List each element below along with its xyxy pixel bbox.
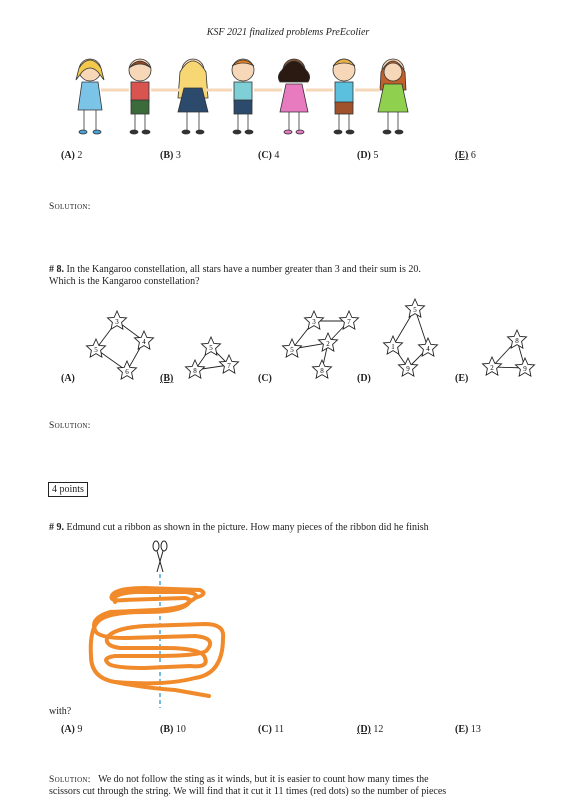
q8-option-c: (C) (258, 373, 272, 384)
q9-question-continued: with? (49, 706, 72, 717)
children-holding-hands-illustration (68, 50, 418, 140)
q9-answer-b: (B) 10 (160, 724, 186, 735)
q8-option-b: (B) (160, 373, 174, 384)
star-b-2: 8 (193, 367, 197, 375)
star-c-2: 7 (347, 318, 351, 326)
star-a-3: 5 (94, 346, 98, 354)
q7-answer-d: (D) 5 (357, 150, 379, 161)
q8-option-a: (A) (61, 373, 75, 384)
q8-question: # 8. In the Kangaroo constellation, all stars have a number greater than 3 and their sum is 20. Which is the Kangaroo constellation? (49, 264, 421, 287)
star-b-3: 7 (227, 362, 231, 370)
star-a-1: 3 (115, 318, 119, 326)
star-c-3: 2 (326, 340, 330, 348)
ribbon (91, 588, 223, 683)
q8-option-e: (E) (455, 373, 469, 384)
star-e-1: 8 (515, 337, 519, 345)
star-d-2: 1 (391, 343, 395, 351)
star-d-1: 5 (413, 306, 417, 314)
star-c-1: 3 (312, 318, 316, 326)
ribbon-figure (85, 538, 235, 710)
star-e-2: 2 (490, 364, 494, 372)
q9-answer-d: (D) 12 (357, 724, 384, 735)
star-b-1: 5 (209, 344, 213, 352)
star-d-3: 4 (426, 345, 430, 353)
q8-option-d: (D) (357, 373, 371, 384)
star-e-3: 9 (523, 365, 527, 373)
star-a-4: 6 (125, 368, 129, 376)
q8-solution-label: Solution: (49, 421, 91, 431)
q9-solution: Solution: We do not follow the sting as it winds, but it is easier to count how many times the scissors cut through the string. We will find that it cut it 11 times (red dots) so the number of pieces (49, 774, 447, 797)
star-c-5: 8 (320, 367, 324, 375)
star-c-4: 5 (290, 346, 294, 354)
page-header: KSF 2021 finalized problems PreEcolier (206, 27, 370, 38)
q7-answer-e: (E) 6 (455, 150, 476, 161)
q7-solution-label: Solution: (49, 202, 91, 212)
q7-answer-b: (B) 3 (160, 150, 181, 161)
q9-answer-c: (C) 11 (258, 724, 285, 735)
q7-answer-a: (A) 2 (61, 150, 83, 161)
scissors-icon (153, 541, 167, 572)
q9-answer-a: (A) 9 (61, 724, 83, 735)
points-box: 4 points (48, 482, 88, 497)
q9-question: # 9. Edmund cut a ribbon as shown in the picture. How many pieces of the ribbon did he finish (49, 522, 429, 533)
star-d-4: 9 (406, 365, 410, 373)
star-a-2: 4 (142, 338, 146, 346)
q8-constellations-figure (60, 292, 560, 392)
q9-answer-e: (E) 13 (455, 724, 481, 735)
q7-answer-c: (C) 4 (258, 150, 280, 161)
